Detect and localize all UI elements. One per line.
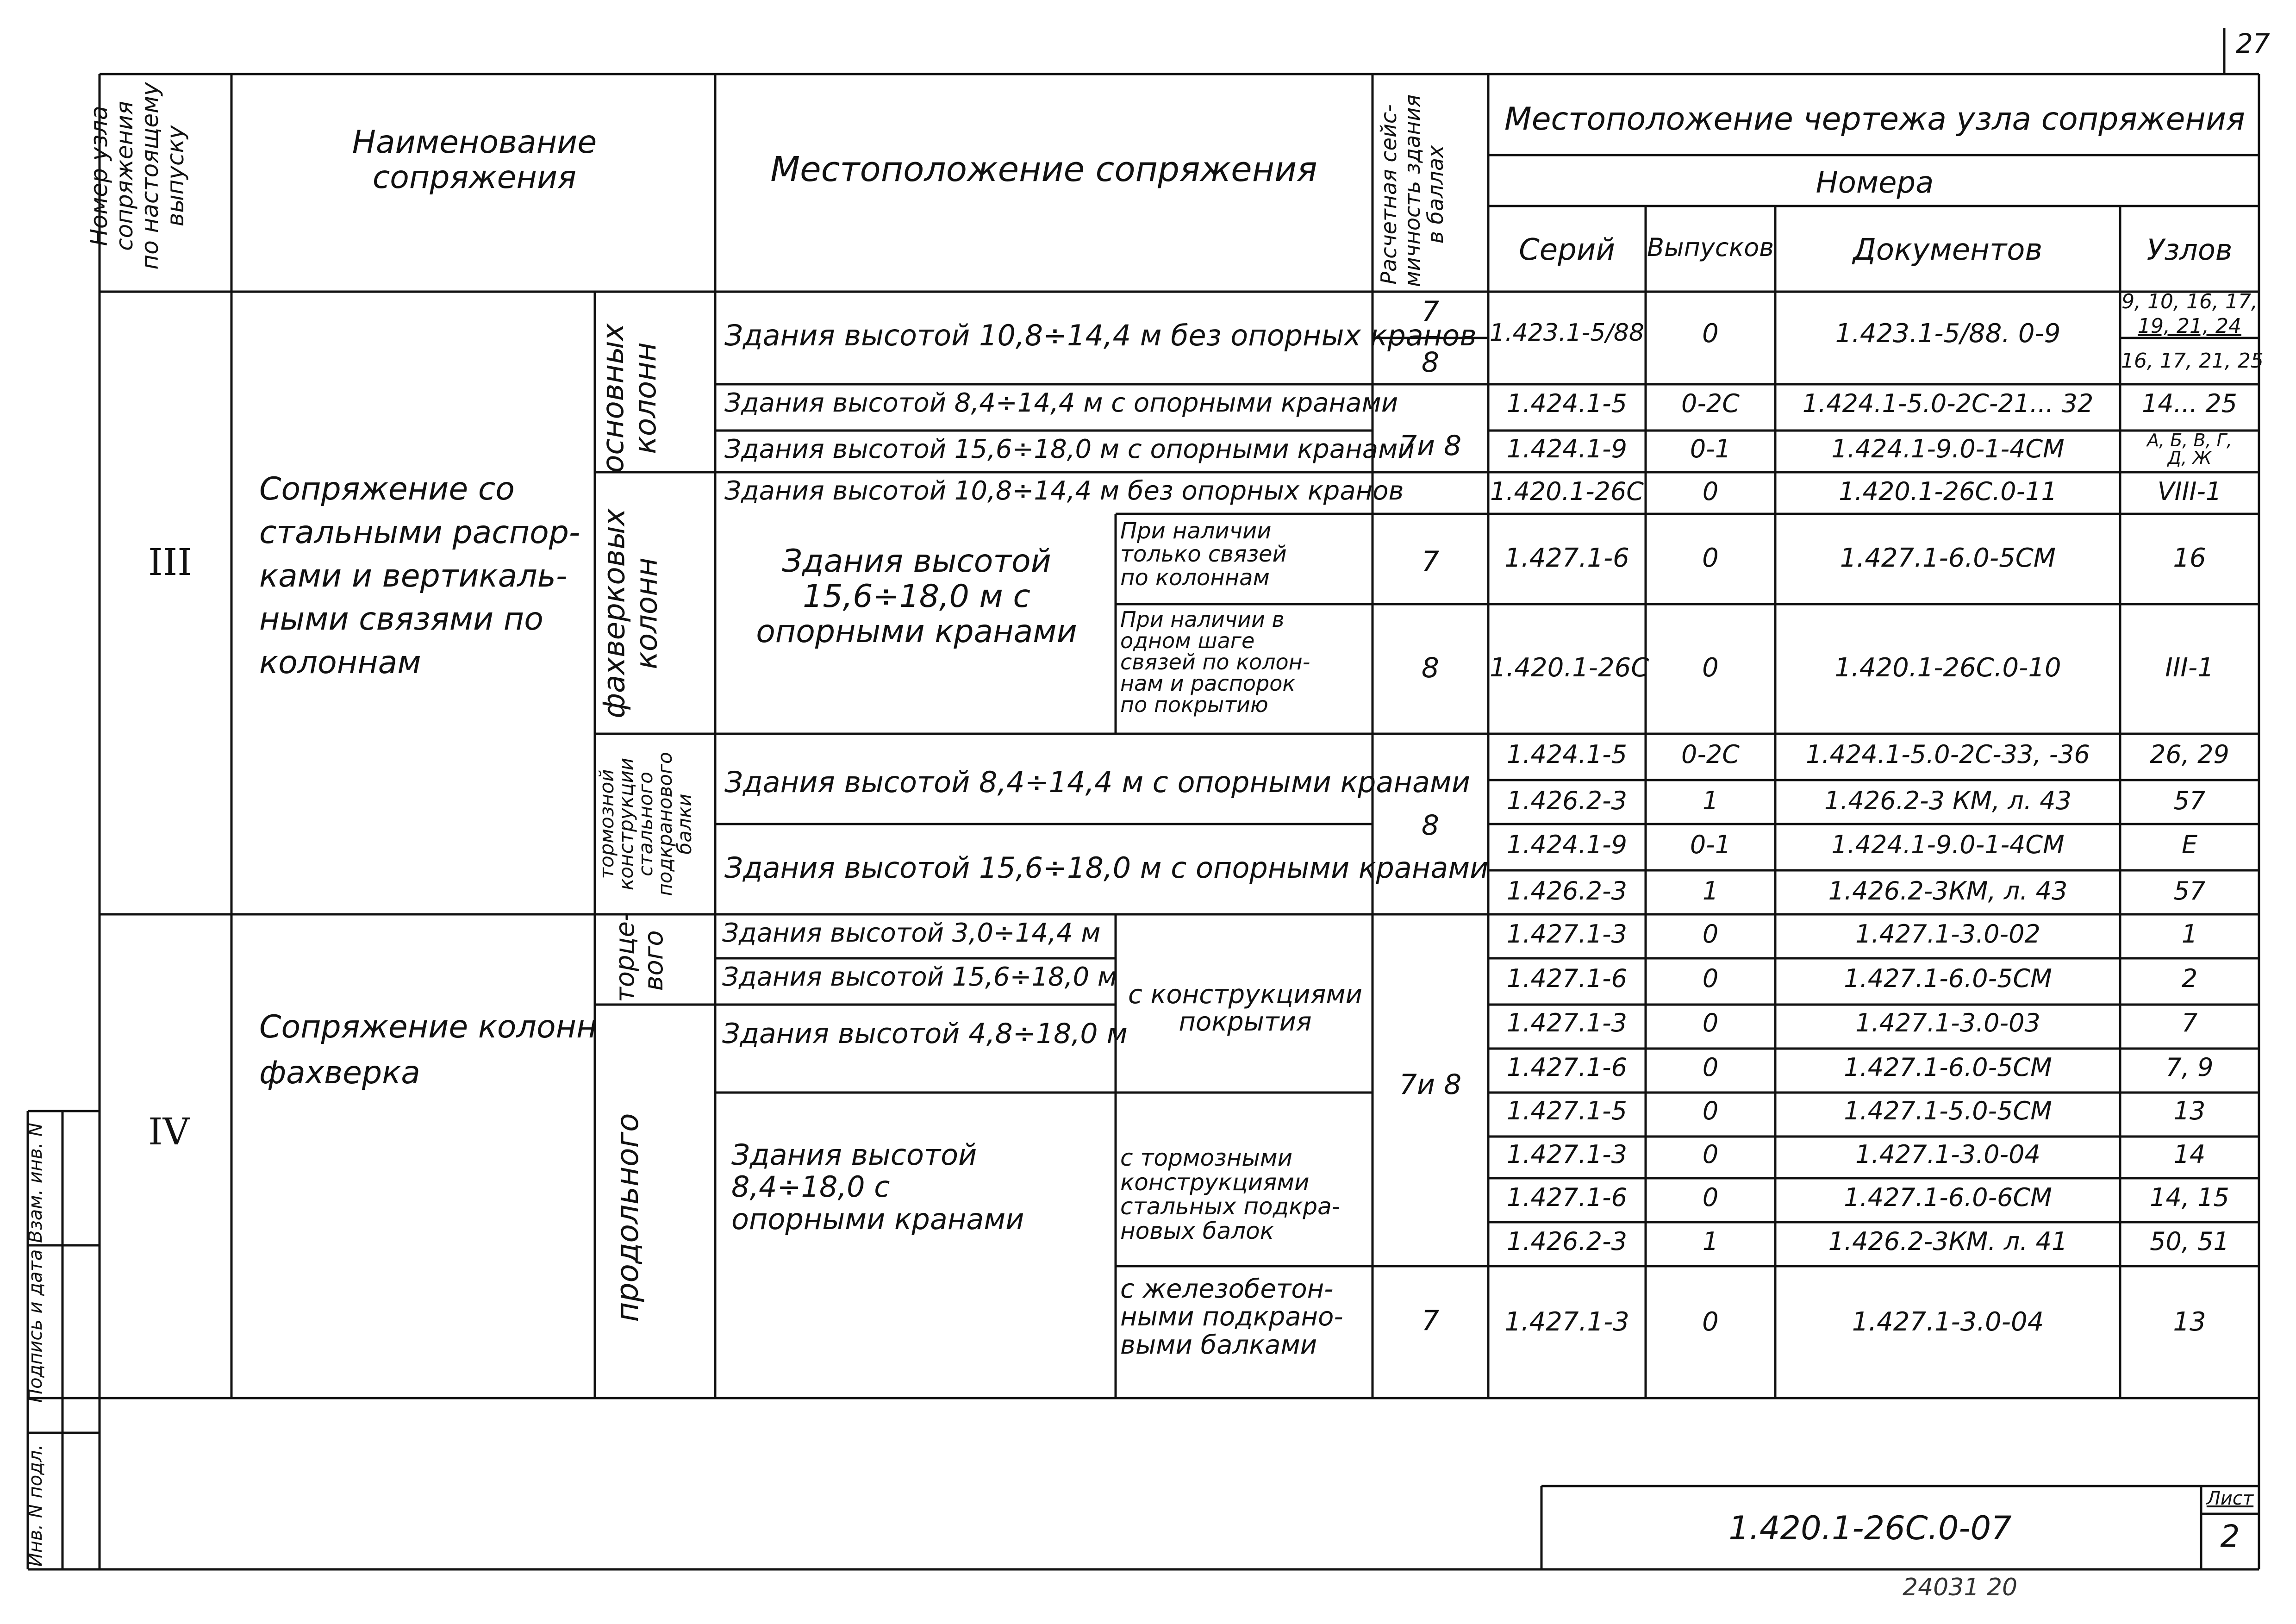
g4-r7-series: 1.426.2-3 [1507, 1227, 1627, 1256]
g3-location-3: Здания высотой 15,6÷18,0 м с опорными кранами [724, 434, 1415, 464]
g3-r7-issue: 1 [1702, 786, 1719, 815]
g3-r1-nodes: 14... 25 [2141, 389, 2238, 418]
g4-r2-nodes: 7 [2181, 1008, 2198, 1037]
g3-r3-nodes: VIII-1 [2157, 477, 2222, 506]
g4-condition-brake: с тормозными конструкциями стальных подкра- новых балок [1120, 1144, 1340, 1244]
g3-r2-doc: 1.424.1-9.0-1-4СМ [1831, 434, 2065, 463]
g4-r4-nodes: 13 [2173, 1096, 2206, 1125]
g4-r6-series: 1.427.1-6 [1507, 1183, 1627, 1212]
g4-r7-nodes: 50, 51 [2150, 1227, 2229, 1256]
header-nodes: Узлов [2146, 233, 2233, 267]
g4-r4-doc: 1.427.1-5.0-5СМ [1844, 1096, 2052, 1125]
header-location: Местоположение сопряжения [770, 150, 1317, 189]
g4-r1-issue: 0 [1702, 964, 1719, 993]
g4-r6-issue: 0 [1702, 1183, 1719, 1212]
g3-r1-doc: 1.424.1-5.0-2С-21... 32 [1802, 389, 2094, 418]
g3-seismic-7i8: 7и 8 [1399, 430, 1462, 462]
corner-sheet-number: 27 [2236, 28, 2270, 59]
g4-r7-issue: 1 [1702, 1227, 1719, 1256]
header-node-number: Номер узла сопряжения по настоящему выпуску [86, 82, 189, 270]
g4-condition-rc: с железобетон- ными подкрано- выми балками [1120, 1274, 1343, 1360]
g3-r2-series: 1.424.1-9 [1507, 434, 1627, 463]
g4-r0-series: 1.427.1-3 [1507, 919, 1627, 949]
g3-r1-issue: 0-2С [1681, 389, 1740, 418]
g4-seismic-7i8: 7и 8 [1399, 1068, 1462, 1101]
g3-location-4: Здания высотой 10,8÷14,4 м без опорных кранов [724, 476, 1404, 506]
g3-r6-series: 1.424.1-5 [1507, 740, 1627, 769]
stamp-doc-code: 1.420.1-26С.0-07 [1728, 1509, 2012, 1547]
g3-r0-doc: 1.423.1-5/88. 0-9 [1835, 319, 2061, 349]
g3-location-6: Здания высотой 8,4÷14,4 м с опорными кранами [724, 765, 1471, 799]
g3-r5-series: 1.420.1-26С [1490, 653, 1649, 683]
g3-r8-issue: 0-1 [1690, 830, 1731, 859]
g4-r4-series: 1.427.1-5 [1507, 1096, 1627, 1125]
stamp-podpis-data: Подпись и дата [25, 1249, 46, 1403]
g3-r0-nodes-a: 9, 10, 16, 17, [2121, 290, 2258, 313]
group-iv-name: Сопряжение колонн фахверка [259, 1009, 597, 1091]
g4-location-1: Здания высотой 3,0÷14,4 м [722, 918, 1101, 948]
g3-r2-nodes: А, Б, В, Г, Д, Ж [2147, 430, 2232, 468]
g4-r3-doc: 1.427.1-6.0-5СМ [1844, 1053, 2052, 1082]
stamp-bottom-code: 24031 20 [1903, 1574, 2018, 1601]
g3-r0-nodes-b: 19, 21, 24 [2138, 314, 2241, 338]
g4-r6-doc: 1.427.1-6.0-6СМ [1844, 1183, 2052, 1212]
header-name: Наименование сопряжения [352, 124, 597, 196]
g4-r8-issue: 0 [1702, 1307, 1719, 1337]
g4-r3-series: 1.427.1-6 [1507, 1053, 1627, 1082]
g4-r5-nodes: 14 [2173, 1140, 2206, 1169]
g4-r3-nodes: 7, 9 [2165, 1053, 2214, 1082]
g3-r7-doc: 1.426.2-3 КМ, л. 43 [1824, 786, 2071, 815]
stamp-sheet-label: Лист [2206, 1488, 2254, 1509]
g4-r8-series: 1.427.1-3 [1504, 1307, 1629, 1337]
g3-location-7: Здания высотой 15,6÷18,0 м с опорными кранами [724, 851, 1489, 885]
g4-r5-doc: 1.427.1-3.0-04 [1855, 1140, 2040, 1169]
g4-r1-nodes: 2 [2181, 964, 2198, 993]
group-iv-sub-end: торце- вого [610, 912, 669, 1002]
group-iv-number: IV [148, 1110, 190, 1153]
g4-r6-nodes: 14, 15 [2150, 1183, 2229, 1212]
g4-r7-doc: 1.426.2-3КМ. л. 41 [1828, 1227, 2068, 1256]
g3-r0-issue: 0 [1702, 319, 1719, 349]
g4-r5-series: 1.427.1-3 [1507, 1140, 1627, 1169]
g3-r7-series: 1.426.2-3 [1507, 786, 1627, 815]
g3-r8-doc: 1.424.1-9.0-1-4СМ [1831, 830, 2065, 859]
g3-location-5: Здания высотой 15,6÷18,0 м с опорными кранами [756, 543, 1077, 650]
g4-r2-issue: 0 [1702, 1008, 1719, 1037]
g3-r3-doc: 1.420.1-26С.0-11 [1839, 477, 2057, 506]
g3-r8-series: 1.424.1-9 [1507, 830, 1627, 859]
header-seismic: Расчетная сейс- мичность здания в баллах [1376, 94, 1448, 287]
g4-r2-doc: 1.427.1-3.0-03 [1855, 1008, 2040, 1037]
header-series: Серий [1519, 233, 1615, 267]
g3-r4-series: 1.427.1-6 [1504, 543, 1629, 573]
g4-r0-doc: 1.427.1-3.0-02 [1855, 919, 2040, 949]
g3-location-1: Здания высотой 10,8÷14,4 м без опорных кранов [724, 319, 1477, 352]
g3-r5-issue: 0 [1702, 653, 1719, 683]
group-iii-sub-brake: тормозной конструкции стального подкранового балки [595, 752, 696, 896]
g3-r5-nodes: III-1 [2165, 653, 2214, 683]
g3-r7-nodes: 57 [2173, 786, 2206, 815]
g3-r6-issue: 0-2С [1681, 740, 1740, 769]
g4-r2-series: 1.427.1-3 [1507, 1008, 1627, 1037]
g4-location-2: Здания высотой 15,6÷18,0 м [722, 962, 1117, 992]
g3-r3-series: 1.420.1-26С [1490, 477, 1644, 506]
header-issues: Выпусков [1647, 233, 1774, 262]
g3-r9-series: 1.426.2-3 [1507, 876, 1627, 906]
group-iii-number: III [148, 541, 192, 584]
g3-seismic-8b: 8 [1421, 652, 1440, 684]
g3-r9-doc: 1.426.2-3КМ, л. 43 [1828, 876, 2068, 906]
group-iv-sub-long: продольного [610, 1113, 645, 1322]
g3-seismic-7a: 7 [1421, 295, 1440, 328]
g3-r0-nodes-c: 16, 17, 21, 25 [2121, 349, 2264, 373]
g4-location-3: Здания высотой 4,8÷18,0 м [722, 1018, 1128, 1050]
g3-r9-issue: 1 [1702, 876, 1719, 906]
group-iii-name: Сопряжение со стальными распор- ками и вертикаль- ными связями по колоннам [259, 471, 580, 681]
g4-r8-nodes: 13 [2173, 1307, 2206, 1337]
g3-location-2: Здания высотой 8,4÷14,4 м с опорными кранами [724, 388, 1398, 418]
g3-r2-issue: 0-1 [1690, 434, 1731, 463]
g3-r0-series: 1.423.1-5/88 [1490, 319, 1645, 347]
stamp-vzam-inv: Взам. инв. N [25, 1123, 46, 1243]
g3-r9-nodes: 57 [2173, 876, 2206, 906]
header-drawing-location: Местоположение чертежа узла сопряжения [1504, 101, 2245, 137]
g4-r4-issue: 0 [1702, 1096, 1719, 1125]
g3-r8-nodes: Е [2181, 830, 2198, 859]
g4-r5-issue: 0 [1702, 1140, 1719, 1169]
g3-r3-issue: 0 [1702, 477, 1719, 506]
header-numbers: Номера [1816, 166, 1934, 200]
g3-r4-doc: 1.427.1-6.0-5СМ [1840, 543, 2056, 573]
g3-r5-doc: 1.420.1-26С.0-10 [1834, 653, 2061, 683]
g3-seismic-8c: 8 [1421, 809, 1440, 842]
g3-r4-issue: 0 [1702, 543, 1719, 573]
g4-condition-roof: с конструкциями покрытия [1128, 980, 1363, 1037]
group-iii-sub-fachwerk: фахверковых колонн [597, 508, 664, 718]
g4-r1-doc: 1.427.1-6.0-5СМ [1844, 964, 2052, 993]
header-documents: Документов [1853, 233, 2043, 267]
g4-r3-issue: 0 [1702, 1053, 1719, 1082]
g3-seismic-8a: 8 [1421, 346, 1440, 379]
g3-r6-doc: 1.424.1-5.0-2С-33, -36 [1806, 740, 2090, 769]
g3-r1-series: 1.424.1-5 [1507, 389, 1627, 418]
g3-r6-nodes: 26, 29 [2150, 740, 2229, 769]
g3-condition-5b: При наличии в одном шаге связей по колон- нам и распорок по покрытию [1120, 607, 1310, 717]
g4-r0-issue: 0 [1702, 919, 1719, 949]
g3-r4-nodes: 16 [2173, 543, 2206, 573]
g4-location-4: Здания высотой 8,4÷18,0 с опорными кранами [731, 1138, 1024, 1236]
g4-r1-series: 1.427.1-6 [1507, 964, 1627, 993]
g3-seismic-7b: 7 [1421, 545, 1440, 578]
g4-r8-doc: 1.427.1-3.0-04 [1852, 1307, 2044, 1337]
stamp-inv-podl: Инв. N подл. [25, 1444, 46, 1567]
g3-condition-5a: При наличии только связей по колоннам [1120, 518, 1287, 591]
stamp-sheet-number: 2 [2220, 1518, 2240, 1554]
group-iii-sub-main: основных колонн [596, 323, 663, 473]
g4-seismic-7: 7 [1421, 1305, 1440, 1337]
g4-r0-nodes: 1 [2181, 919, 2198, 949]
